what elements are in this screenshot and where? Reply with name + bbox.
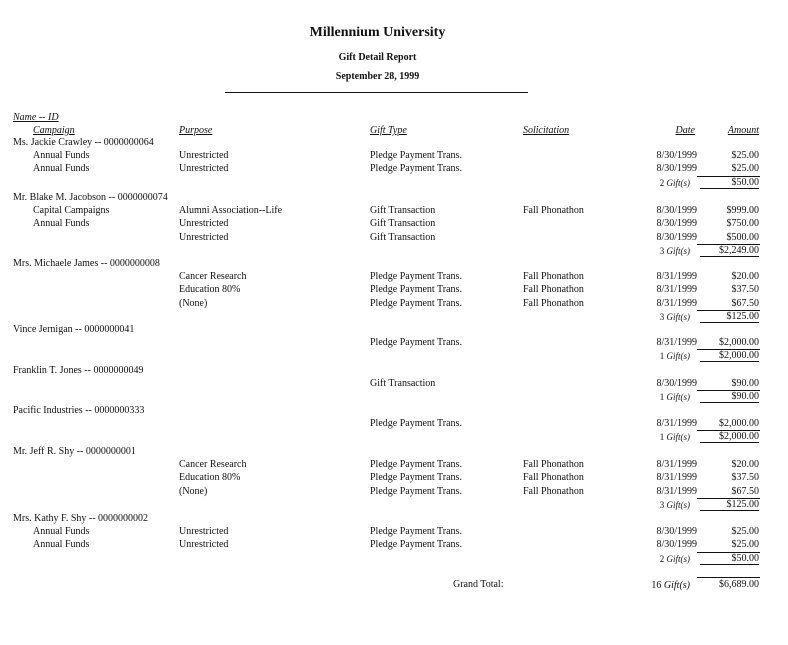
gift-type: Gift Transaction [370,205,436,217]
gift-type: Pledge Payment Trans. [370,271,462,283]
donor-name: Pacific Industries -- 0000000333 [13,405,145,416]
grand-total-amount: $6,689.00 [719,579,759,590]
subtotal-amount: $125.00 [700,499,759,511]
gift-amount: $37.50 [731,284,759,296]
gift-amount: $67.50 [731,297,759,309]
gift-purpose: Unrestricted [179,163,229,175]
gift-amount: $25.00 [731,163,759,175]
gift-solicitation: Fall Phonathon [523,205,584,217]
donor-name: Mrs. Kathy F. Shy -- 0000000002 [13,513,149,524]
gift-campaign: Annual Funds [33,218,90,230]
header-campaign: Campaign [33,125,75,136]
subtotal-gift-count: 3 Gift(s) [659,245,690,256]
gift-purpose: Unrestricted [179,526,229,538]
gift-amount: $2,000.00 [719,337,759,349]
subtotal-gift-count: 1 Gift(s) [659,392,690,403]
gift-amount: $25.00 [731,150,759,162]
donor-name: Ms. Jackie Crawley -- 0000000064 [13,137,154,148]
gift-type: Pledge Payment Trans. [370,297,462,309]
title-rule [225,92,528,93]
gift-amount: $67.50 [731,485,759,497]
donor-name: Mr. Blake M. Jacobson -- 0000000074 [13,192,168,203]
gift-date: 8/31/1999 [656,337,697,349]
donor-name: Franklin T. Jones -- 0000000049 [13,365,144,376]
gift-type: Pledge Payment Trans. [370,472,462,484]
gift-type: Pledge Payment Trans. [370,163,462,175]
header-date: Date [675,125,695,136]
gift-amount: $25.00 [731,526,759,538]
gift-date: 8/31/1999 [656,284,697,296]
gift-purpose: Education 80% [179,472,241,484]
subtotal-gift-count: 3 Gift(s) [659,311,690,322]
report-date: September 28, 1999 [335,71,420,82]
subtotal-gift-count: 1 Gift(s) [659,351,690,362]
gift-date: 8/30/1999 [656,218,697,230]
gift-purpose: Unrestricted [179,231,229,243]
gift-amount: $20.00 [731,271,759,283]
subtotal-gift-count: 2 Gift(s) [659,177,690,188]
gift-solicitation: Fall Phonathon [523,459,584,471]
gift-amount: $500.00 [726,231,759,243]
gift-date: 8/30/1999 [656,231,697,243]
subtotal-gift-count: 1 Gift(s) [659,432,690,443]
gift-purpose: Unrestricted [179,218,229,230]
gift-date: 8/31/1999 [656,459,697,471]
donor-name: Mr. Jeff R. Shy -- 0000000001 [13,446,136,457]
grand-total-label: Grand Total: [453,579,504,590]
gift-date: 8/31/1999 [656,271,697,283]
gift-amount: $999.00 [726,205,759,217]
subtotal-gift-count: 2 Gift(s) [659,553,690,564]
gift-purpose: Education 80% [179,284,241,296]
gift-type: Gift Transaction [370,231,436,243]
gift-campaign: Capital Campaigns [33,205,110,217]
gift-date: 8/31/1999 [656,485,697,497]
donor-name: Mrs. Michaele James -- 0000000008 [13,258,160,269]
subtotal-amount: $125.00 [700,311,759,323]
gift-solicitation: Fall Phonathon [523,472,584,484]
gift-amount: $750.00 [726,218,759,230]
gift-amount: $20.00 [731,459,759,471]
header-gift-type: Gift Type [370,125,407,136]
gift-date: 8/30/1999 [656,539,697,551]
gift-type: Pledge Payment Trans. [370,418,462,430]
gift-purpose: Alumni Association--Life [179,205,283,217]
grand-total-gift-count: 16 Gift(s) [651,580,690,591]
donor-name: Vince Jernigan -- 0000000041 [13,324,135,335]
gift-amount: $90.00 [731,378,759,390]
gift-date: 8/30/1999 [656,163,697,175]
gift-date: 8/30/1999 [656,526,697,538]
gift-date: 8/30/1999 [656,205,697,217]
gift-type: Gift Transaction [370,218,436,230]
gift-amount: $2,000.00 [719,418,759,430]
header-purpose: Purpose [179,125,213,136]
gift-solicitation: Fall Phonathon [523,297,584,309]
gift-type: Pledge Payment Trans. [370,284,462,296]
gift-solicitation: Fall Phonathon [523,271,584,283]
gift-date: 8/31/1999 [656,297,697,309]
university-title: Millennium University [309,25,446,40]
subtotal-amount: $50.00 [700,553,759,565]
gift-date: 8/31/1999 [656,418,697,430]
gift-type: Pledge Payment Trans. [370,150,462,162]
gift-purpose: Cancer Research [179,459,247,471]
subtotal-gift-count: 3 Gift(s) [659,499,690,510]
gift-solicitation: Fall Phonathon [523,485,584,497]
report-title: Gift Detail Report [338,52,417,63]
gift-amount: $25.00 [731,539,759,551]
gift-date: 8/30/1999 [656,378,697,390]
grand-total-rule [697,577,760,578]
gift-type: Pledge Payment Trans. [370,526,462,538]
header-name-id: Name -- ID [13,112,59,123]
gift-type: Pledge Payment Trans. [370,459,462,471]
gift-amount: $37.50 [731,472,759,484]
gift-campaign: Annual Funds [33,163,90,175]
subtotal-amount: $2,000.00 [700,350,759,362]
gift-date: 8/31/1999 [656,472,697,484]
subtotal-amount: $90.00 [700,391,759,403]
gift-type: Pledge Payment Trans. [370,539,462,551]
gift-purpose: Cancer Research [179,271,247,283]
header-amount: Amount [727,125,759,136]
subtotal-amount: $50.00 [700,177,759,189]
gift-campaign: Annual Funds [33,150,90,162]
gift-purpose: (None) [179,485,208,497]
gift-campaign: Annual Funds [33,526,90,538]
gift-purpose: Unrestricted [179,150,229,162]
gift-type: Pledge Payment Trans. [370,337,462,349]
gift-date: 8/30/1999 [656,150,697,162]
gift-purpose: Unrestricted [179,539,229,551]
subtotal-amount: $2,000.00 [700,431,759,443]
subtotal-amount: $2,249.00 [700,245,759,257]
gift-solicitation: Fall Phonathon [523,284,584,296]
gift-type: Pledge Payment Trans. [370,485,462,497]
gift-purpose: (None) [179,297,208,309]
header-solicitation: Solicitation [523,125,570,136]
gift-type: Gift Transaction [370,378,436,390]
gift-campaign: Annual Funds [33,539,90,551]
